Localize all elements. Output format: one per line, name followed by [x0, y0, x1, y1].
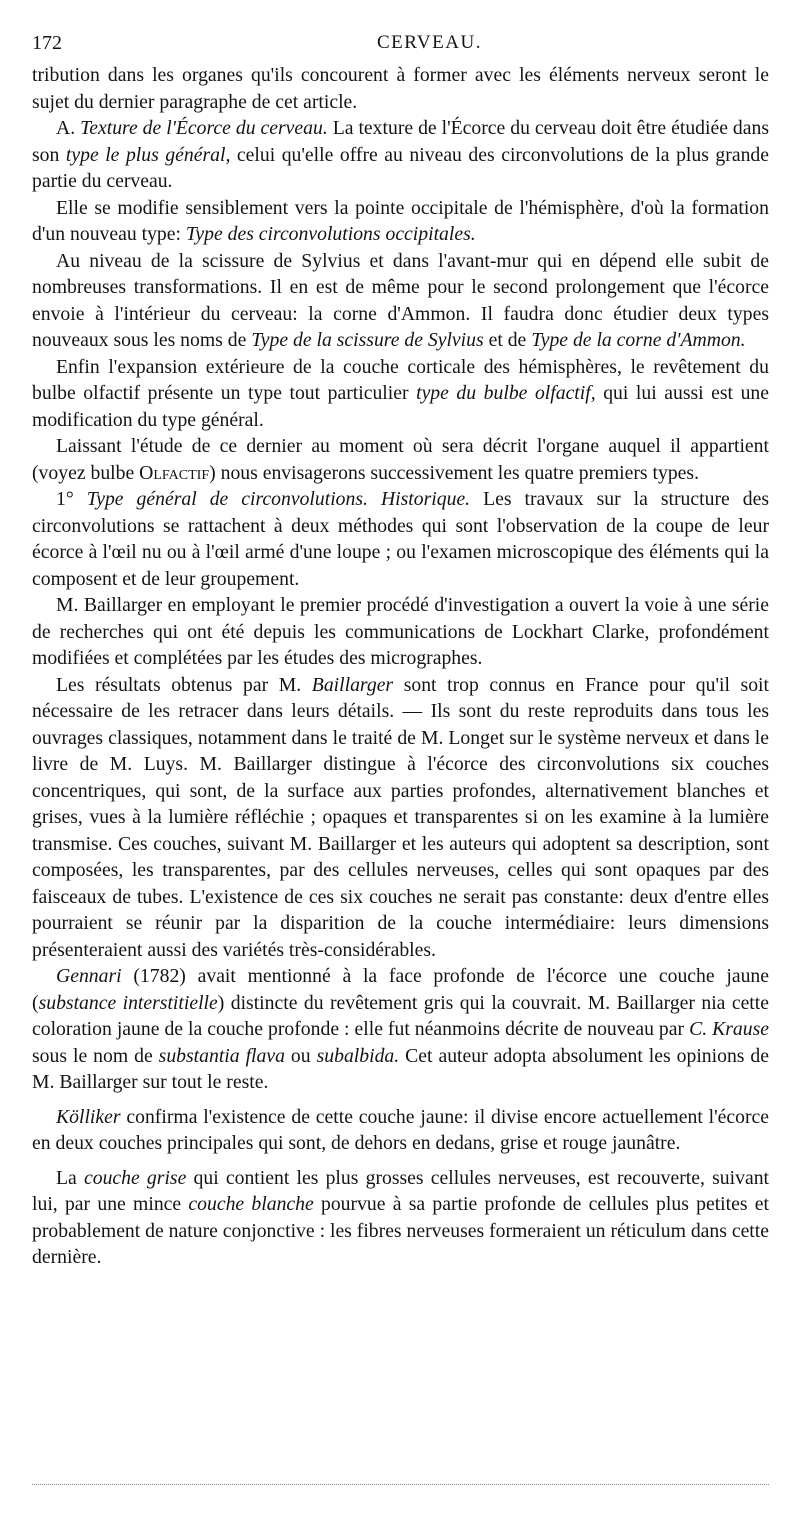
italic-text: substantia flava	[158, 1044, 285, 1067]
text-run: Les travaux sur la structure des circonvolutions se rattachent à deux méthodes qui sont l'observation de la coupe de leur écorce à l'œil nu ou à l'œil armé d'une loupe ; ou l'examen microscopique des éléments qui la composent et de leur groupement.	[32, 488, 770, 590]
text-run: Au niveau de la scissure de Sylvius et dans l'avant-mur qui en dépend elle subit de nombreuses transformations. Il en est de même pour le second prolongement que l'écorce envoie à l'intérieur du cerveau: la corne d'Ammon. Il faudra donc étudier deux types nouveaux sous les noms de	[32, 249, 769, 351]
text-run: Enfin l'expansion extérieure de la couche corticale des hémisphères, le revêtement du bulbe olfactif présente un type tout particulier	[32, 355, 769, 404]
italic-text: C. Krause	[689, 1018, 770, 1040]
text-run: Elle se modifie sensiblement vers la pointe occipitale de l'hémisphère, d'où la formation d'un nouveau type:	[32, 196, 769, 245]
running-head: CERVEAU.	[377, 32, 482, 53]
paragraph-type-occipital	[32, 195, 769, 248]
italic-text: subalbida.	[316, 1044, 400, 1067]
text-run: M. Baillarger en employant le premier procédé d'investigation a ouvert la voie à une série de recherches qui ont été depuis les communications de Lockhart Clarke, profondément modifiées et complétées par les études des micrographes.	[32, 594, 769, 669]
paragraph-baillarger-procede	[32, 592, 769, 672]
italic-text: Gennari	[56, 965, 122, 987]
paragraph-gennari	[32, 963, 769, 1096]
page-number: 172	[32, 32, 62, 54]
italic-text: substance interstitielle	[38, 991, 218, 1014]
paragraph-kolliker	[32, 1104, 769, 1157]
paragraph-texture-ecorce	[32, 115, 769, 195]
italic-text: type du bulbe olfactif,	[416, 382, 596, 404]
text-run: Cet auteur adopta absolument les opinions de M. Baillarger sur tout le reste.	[32, 1044, 769, 1093]
text-run: pourvue à sa partie profonde de cellules plus petites et probablement de nature conjonctive : les fibres nerveuses formeraient un réticulum dans cette dernière.	[32, 1193, 769, 1268]
paragraph-quatre-types	[32, 433, 769, 486]
text-run: celui qu'elle offre au niveau des circonvolutions de la plus grande partie du cerveau.	[32, 143, 769, 192]
paragraph-bulbe-olfactif	[32, 354, 769, 434]
italic-text: Texture de l'Écorce du cerveau.	[80, 117, 328, 139]
italic-text: Type de la corne d'Ammon.	[531, 329, 746, 351]
text-run: (1782) avait mentionné à la face profonde de l'écorce une couche jaune (	[32, 965, 769, 1014]
text-run: ) nous envisagerons successivement les quatre premiers types.	[209, 461, 699, 484]
text-run: A.	[56, 117, 81, 139]
italic-text: Kölliker	[56, 1105, 121, 1128]
italic-text: Type de la scissure de Sylvius	[251, 329, 484, 351]
text-run: La texture de l'Écorce du cerveau doit être étudiée dans son	[32, 117, 770, 166]
small-caps-text: Olfactif	[139, 461, 210, 484]
italic-text: couche grise	[83, 1166, 187, 1189]
text-run: confirma l'existence de cette couche jaune: il divise encore actuellement l'écorce en deux couches principales qui sont, de dehors en dedans, grise et rouge jaunâtre.	[32, 1105, 769, 1154]
text-run: et de	[483, 329, 532, 351]
text-run: ) distincte du revêtement gris qui la couvrait. M. Baillarger nia cette coloration jaune de la couche profonde : elle fut néanmoins décrite de nouveau par	[32, 991, 769, 1040]
paragraph-type-general-historique	[32, 486, 769, 592]
paragraph-couche-grise	[32, 1165, 769, 1271]
text-run: Les résultats obtenus par M.	[56, 673, 312, 696]
text-run: 1°	[56, 488, 87, 510]
italic-text: Baillarger	[311, 673, 394, 696]
page-header	[32, 32, 769, 58]
paragraph-continuation	[32, 62, 769, 115]
text-run: ou	[284, 1044, 317, 1067]
text-run: sous le nom de	[32, 1044, 159, 1067]
text-run: qui lui aussi est une modification du type général.	[32, 382, 769, 431]
body-text	[32, 62, 769, 1271]
text-run: sont trop connus en France pour qu'il soit nécessaire de les retracer dans leurs détails. — Ils sont du reste reproduits dans tous les ouvrages classiques, notamment dans le traité de M. Longet sur le système nerveux et dans le livre de M. Luys. M. Baillarger distingue à l'écorce des circonvolutions six couches concentriques, qui sont, de la surface aux parties profondes, alternativement blanches et grises, vues à la lumière réfléchie ; opaques et transparentes si on les examine à la lumière transmise. Ces couches, suivant M. Baillarger et les auteurs qui adoptent sa description, sont composées, les transparentes, par des cellules nerveuses, celles qui sont opaques par des faisceaux de tubes. L'existence de ces six couches ne serait pas constante: deux d'entre elles pourraient se réunir par la disparition de la couche intermédiaire: leurs dimensions présenteraient aussi des variétés très-considérables.	[32, 673, 769, 961]
italic-text: Type général de circonvolutions. Historique.	[86, 488, 471, 510]
footer-dotted-rule	[32, 1484, 769, 1485]
text-run: tribution dans les organes qu'ils concourent à former avec les éléments nerveux seront le sujet du dernier paragraphe de cet article.	[32, 64, 769, 113]
text-run: La	[56, 1166, 84, 1189]
paragraph-resultats-baillarger	[32, 672, 769, 964]
italic-text: Type des circonvolutions occipitales.	[185, 223, 476, 245]
paragraph-scissure-sylvius	[32, 248, 769, 354]
text-run: Laissant l'étude de ce dernier au moment où sera décrit l'organe auquel il appartient (voyez bulbe	[32, 435, 769, 484]
text-run: qui contient les plus grosses cellules nerveuses, est recouverte, suivant lui, par une mince	[32, 1166, 770, 1215]
italic-text: type le plus général,	[65, 143, 231, 166]
italic-text: couche blanche	[188, 1193, 314, 1215]
